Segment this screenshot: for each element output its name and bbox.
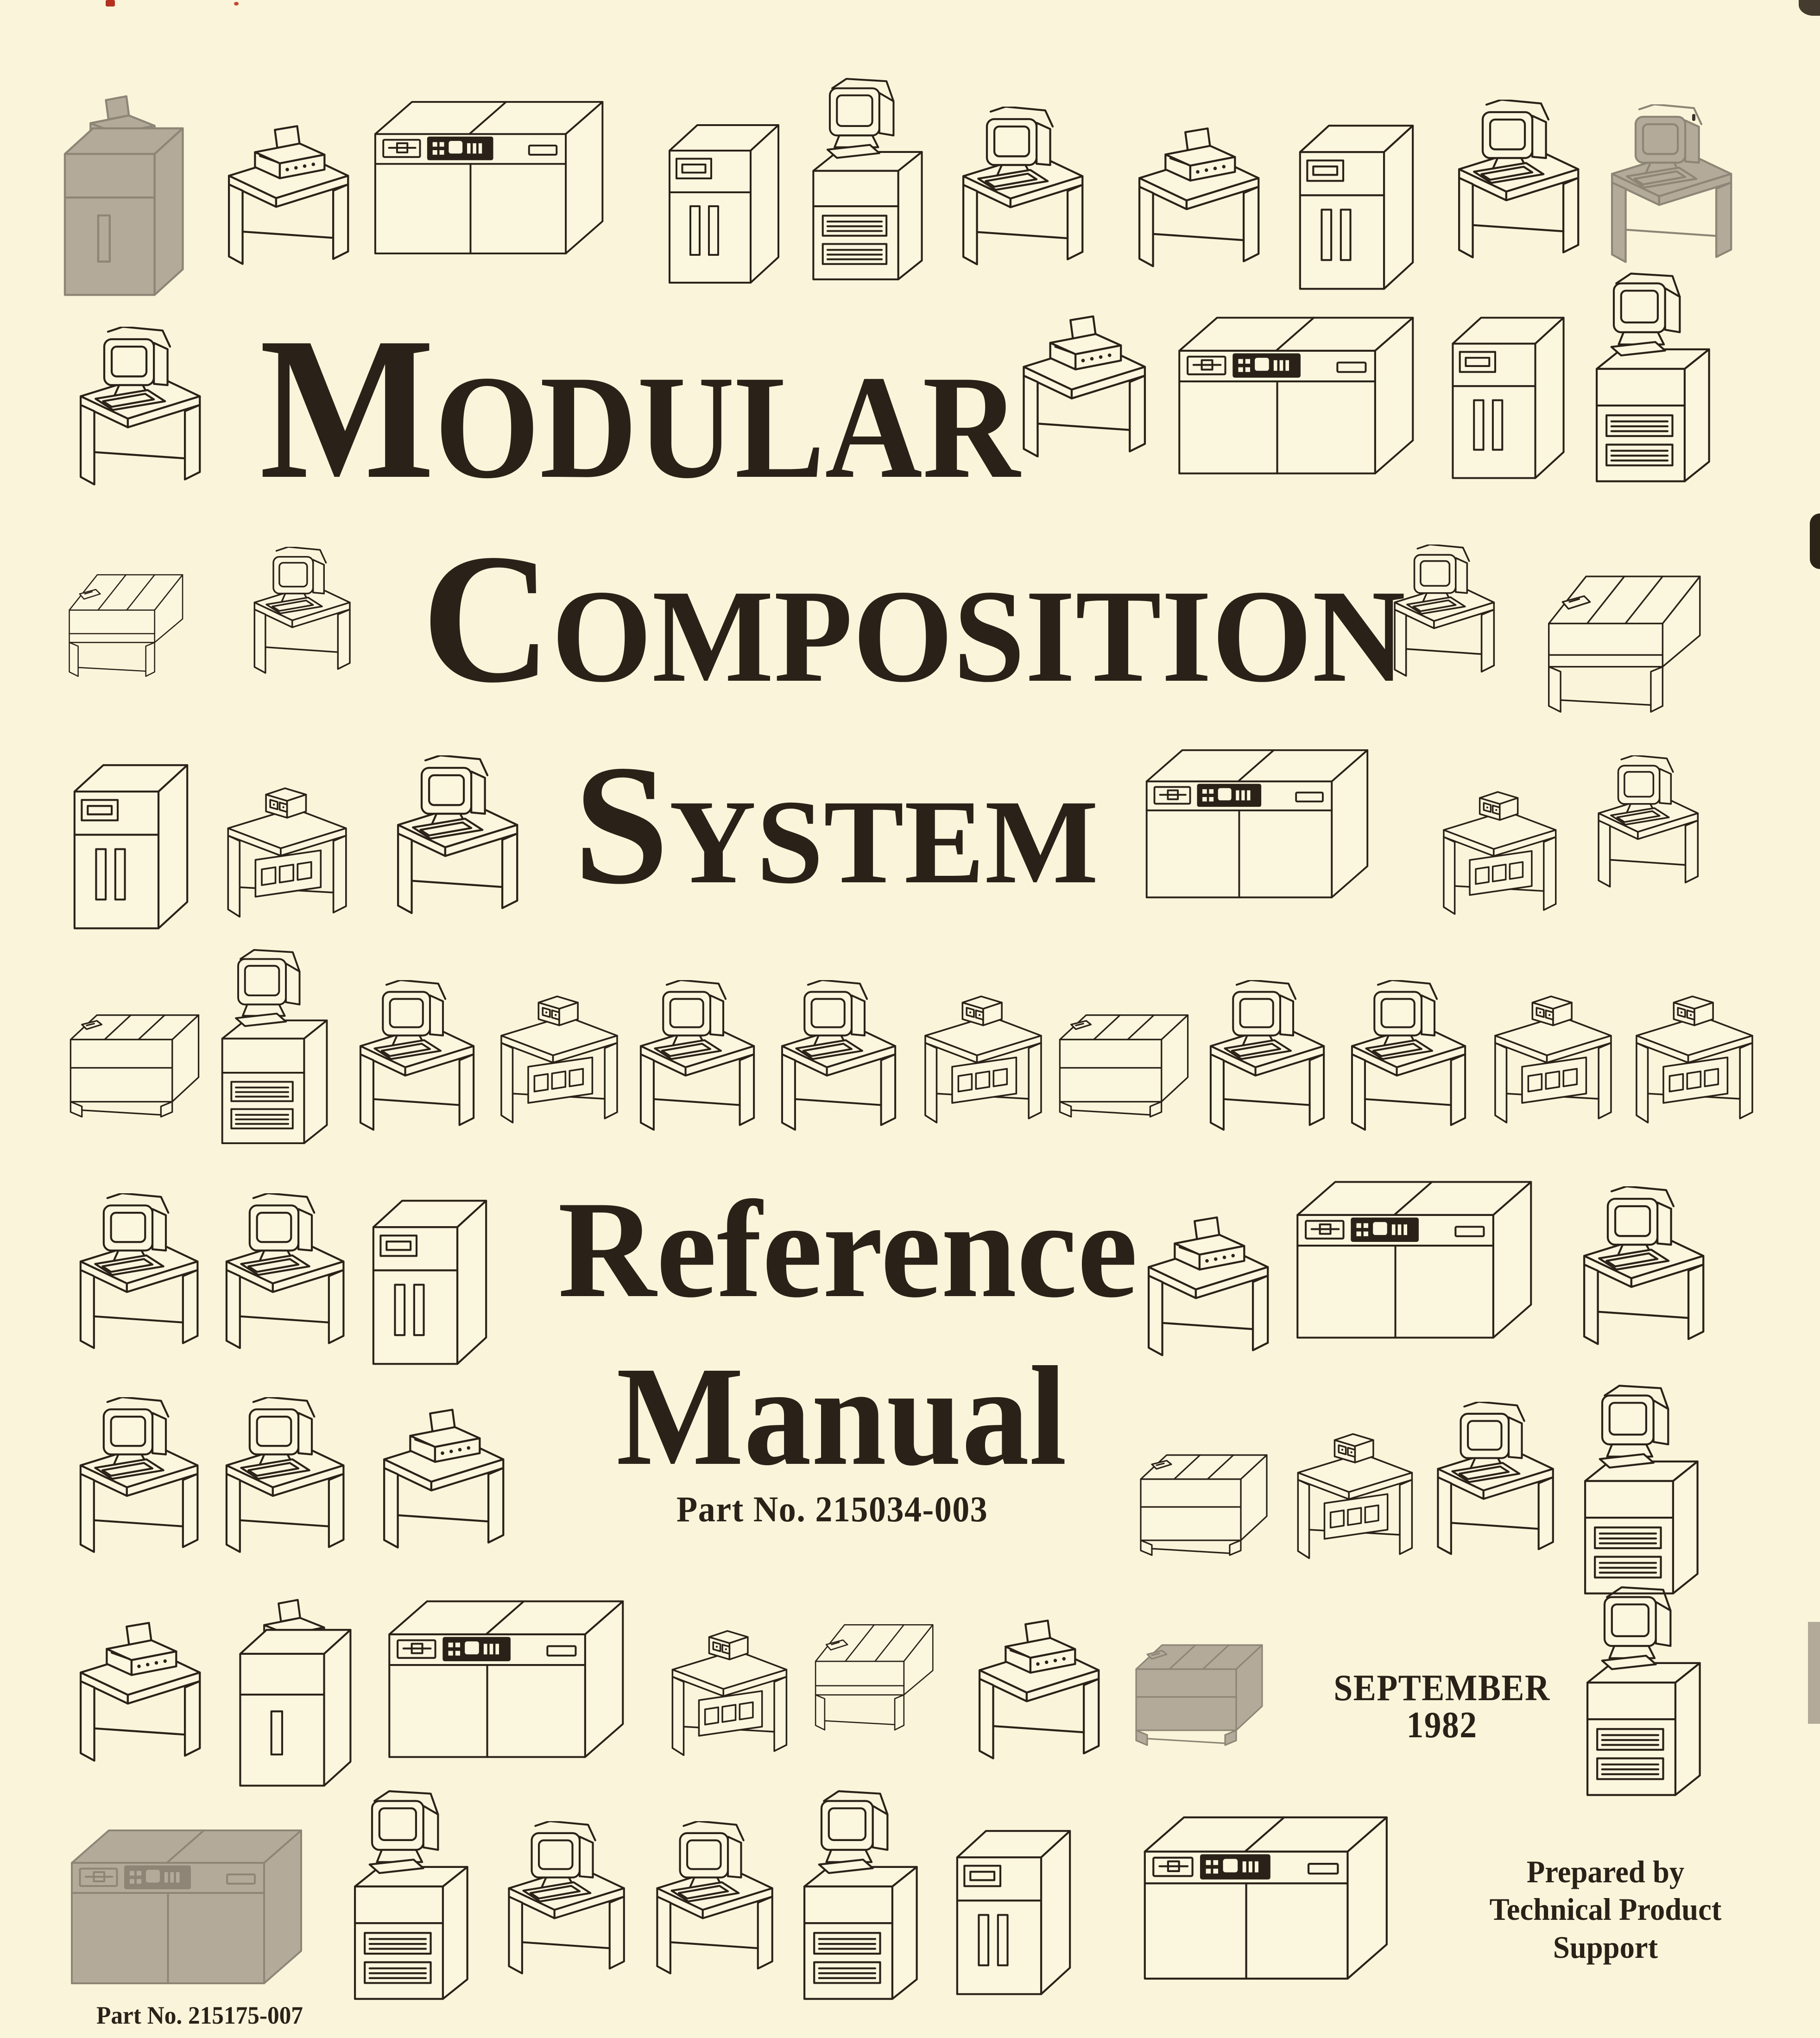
credit-line-3: Support	[1553, 1930, 1658, 1965]
crt-drawer-stand-illustration	[1575, 1383, 1710, 1596]
typesetter-console-illustration	[1140, 737, 1385, 904]
scan-artifact	[1808, 1622, 1820, 1724]
disk-drive-desk-illustration	[489, 978, 626, 1125]
slot-cabinet-illustration	[660, 109, 788, 292]
printer-workstation-illustration	[218, 111, 357, 278]
scan-artifact	[1692, 114, 1695, 121]
title-initial-c: C	[422, 516, 552, 721]
slot-cabinet-illustration	[65, 748, 197, 938]
slot-cabinet-illustration	[1443, 301, 1573, 487]
printer-workstation-illustration	[70, 1608, 209, 1774]
title-rest-omposition: OMPOSITION	[551, 563, 1406, 710]
crt-drawer-stand-illustration	[1587, 271, 1721, 484]
hooded-processor-illustration	[65, 563, 190, 681]
terminal-workstation-illustration	[1341, 980, 1473, 1143]
typesetter-console-illustration	[382, 1587, 642, 1764]
typesetter-console-illustration	[65, 1816, 320, 1990]
typesetter-console-illustration	[368, 88, 621, 260]
printer-workstation-illustration	[1138, 1203, 1277, 1369]
disk-drive-desk-illustration	[660, 1613, 795, 1757]
terminal-workstation-illustration	[70, 1397, 206, 1565]
printer-workstation-illustration	[1128, 114, 1267, 280]
disk-drive-desk-illustration	[913, 978, 1049, 1125]
processor-cabinet-illustration	[65, 996, 206, 1119]
slot-cabinet-illustration	[364, 1184, 496, 1373]
title-rest-odular: ODULAR	[435, 345, 1020, 509]
terminal-workstation-illustration	[1448, 100, 1587, 271]
disk-drive-desk-illustration	[1432, 774, 1564, 916]
crt-drawer-stand-illustration	[804, 76, 934, 282]
disk-drive-desk-illustration	[1483, 978, 1619, 1125]
terminal-workstation-illustration	[350, 980, 482, 1143]
terminal-workstation-illustration	[630, 980, 762, 1143]
typesetter-console-illustration	[1138, 1803, 1406, 1986]
typesetter-console-illustration	[1290, 1168, 1550, 1345]
scan-artifact	[234, 2, 239, 6]
terminal-workstation-illustration	[1573, 1186, 1712, 1358]
terminal-workstation-illustration	[771, 980, 904, 1143]
processor-cabinet-illustration	[1135, 1437, 1274, 1557]
scan-artifact	[1799, 0, 1820, 16]
terminal-workstation-illustration	[1200, 980, 1332, 1143]
terminal-workstation-illustration	[1601, 104, 1740, 276]
processor-cabinet-illustration	[1131, 1627, 1270, 1747]
crt-drawer-stand-illustration	[795, 1789, 929, 2001]
terminal-workstation-illustration	[387, 755, 526, 927]
subtitle-manual: Manual	[616, 1337, 1067, 1495]
crt-drawer-stand-illustration	[345, 1789, 480, 2001]
terminal-workstation-illustration	[246, 547, 357, 684]
credit-line-1: Prepared by	[1526, 1854, 1685, 1889]
title-line-system	[574, 730, 1099, 920]
scan-artifact	[1810, 513, 1820, 569]
disk-drive-desk-illustration	[1624, 978, 1761, 1125]
slot-cabinet-illustration	[948, 1814, 1080, 2004]
title-line-modular	[259, 296, 1020, 521]
printer-cabinet-illustration	[229, 1599, 364, 1793]
subtitle-reference: Reference	[558, 1172, 1138, 1326]
crt-drawer-stand-illustration	[213, 948, 338, 1146]
title-initial-s: S	[574, 730, 670, 920]
credit-line-2: Technical Product	[1489, 1892, 1722, 1927]
printer-workstation-illustration	[968, 1606, 1107, 1772]
terminal-workstation-illustration	[70, 1193, 206, 1361]
terminal-workstation-illustration	[646, 1821, 781, 1987]
printer-workstation-illustration	[1012, 301, 1154, 470]
title-line-composition	[422, 516, 1406, 721]
terminal-workstation-illustration	[952, 107, 1091, 278]
printer-workstation-illustration	[373, 1395, 512, 1561]
disk-drive-desk-illustration	[1286, 1416, 1420, 1560]
disk-drive-desk-illustration	[215, 769, 354, 919]
scan-artifact	[106, 0, 115, 6]
date-year: 1982	[1406, 1705, 1478, 1746]
slot-cabinet-illustration	[1290, 109, 1422, 298]
part-number: Part No. 215034-003	[676, 1489, 988, 1529]
footer-part-number: Part No. 215175-007	[96, 2001, 303, 2029]
hooded-processor-illustration	[1543, 561, 1710, 718]
terminal-workstation-illustration	[215, 1397, 352, 1565]
terminal-workstation-illustration	[1589, 755, 1705, 898]
typesetter-console-illustration	[1172, 304, 1432, 481]
title-rest-ystem: YSTEM	[669, 775, 1099, 909]
terminal-workstation-illustration	[498, 1821, 632, 1987]
hooded-processor-illustration	[811, 1613, 941, 1734]
printer-cabinet-illustration	[53, 95, 197, 303]
processor-cabinet-illustration	[1054, 996, 1195, 1119]
terminal-workstation-illustration	[215, 1193, 352, 1361]
crt-drawer-stand-illustration	[1578, 1585, 1712, 1797]
title-initial-m: M	[259, 296, 435, 521]
date-month: SEPTEMBER	[1333, 1668, 1550, 1709]
terminal-workstation-illustration	[70, 327, 209, 498]
terminal-workstation-illustration	[1427, 1402, 1561, 1567]
